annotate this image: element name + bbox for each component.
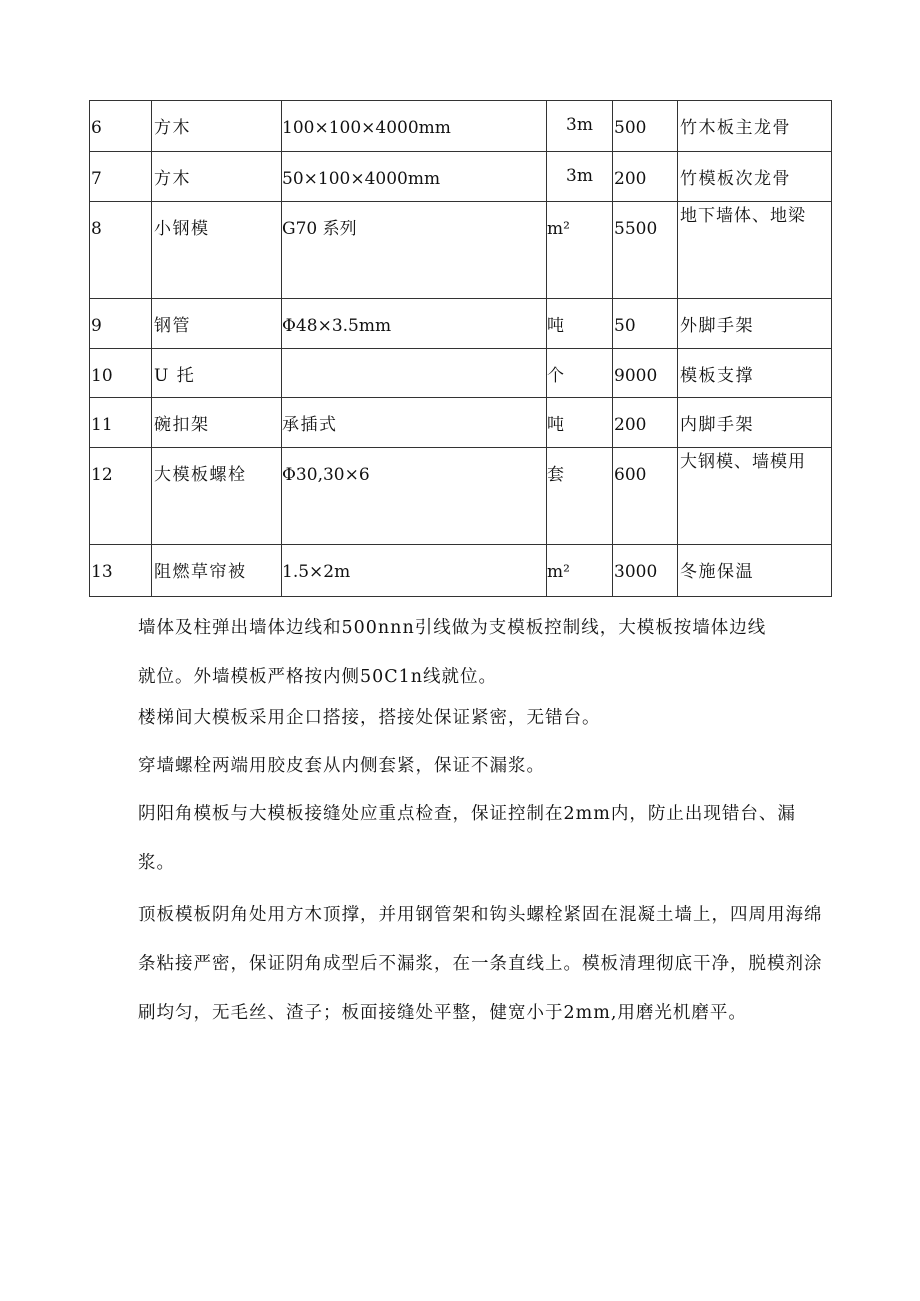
material-usage: 地下墙体、地梁 [680,206,806,226]
material-unit: m² [547,219,570,239]
materials-table [89,100,832,597]
material-unit: 个 [547,366,564,386]
material-name: 方木 [154,169,191,189]
material-name: 大模板螺栓 [154,465,247,485]
material-name: 阻燃草帘被 [154,562,247,582]
material-spec: Φ48×3.5mm [282,316,392,336]
material-usage: 冬施保温 [680,562,754,582]
table-row [90,448,832,545]
material-unit: 3m [566,115,593,135]
table-row [90,299,832,349]
material-unit: m² [547,562,570,582]
paragraph-slab-formwork: 顶板模板阴角处用方木顶撑，并用钢管架和钩头螺栓紧固在混凝土墙上，四周用海绵条粘接严密，保证阴角成型后不漏浆，在一条直线上。模板清理彻底干净，脱模剂涂刷均匀，无毛丝、渣子；板面接缝处平整，健宽小于2mm,用磨光机磨平。 [138,905,823,1023]
material-usage: 竹木板主龙骨 [680,118,791,138]
row-number: 9 [91,316,102,336]
material-spec [282,349,546,366]
table-row [90,545,832,597]
row-number: 10 [91,366,113,386]
material-usage: 内脚手架 [680,415,754,435]
material-quantity: 200 [614,415,647,435]
material-usage: 竹模板次龙骨 [680,169,791,189]
row-number: 8 [91,219,102,239]
material-unit: 吨 [547,316,564,336]
material-usage: 模板支撑 [680,366,754,386]
table-row [90,101,832,152]
table-row [90,202,832,299]
paragraph-corner-forms: 阴阳角模板与大模板接缝处应重点检查，保证控制在2mm内，防止出现错台、漏浆。 [138,804,796,873]
material-quantity: 3000 [614,562,658,582]
material-name: 碗扣架 [154,415,210,435]
material-name: 钢管 [154,316,191,336]
row-number: 11 [91,415,113,435]
material-usage: 大钢模、墙模用 [680,452,806,472]
material-quantity: 500 [614,118,647,138]
material-quantity: 200 [614,169,647,189]
row-number: 7 [91,169,102,189]
material-quantity: 50 [614,316,636,336]
material-quantity: 5500 [614,219,658,239]
material-quantity: 9000 [614,366,658,386]
material-unit: 吨 [547,415,564,435]
material-unit: 套 [547,465,564,485]
row-number: 12 [91,465,113,485]
table-row [90,349,832,398]
material-usage: 外脚手架 [680,316,754,336]
material-spec: Φ30,30×6 [282,465,370,485]
material-unit: 3m [566,166,593,186]
material-spec: 1.5×2m [282,562,351,582]
paragraph-stair-formwork: 楼梯间大模板采用企口搭接，搭接处保证紧密，无错台。 [138,708,601,728]
paragraph-control-lines: 墙体及柱弹出墙体边线和500nnn引线做为支模板控制线，大模板按墙体边线就位。外墙模板严格按内侧50C1n线就位。 [138,618,767,687]
material-spec: 100×100×4000mm [282,118,451,138]
paragraph-wall-bolts: 穿墙螺栓两端用胶皮套从内侧套紧，保证不漏浆。 [138,756,545,776]
row-number: 13 [91,562,113,582]
material-name: 小钢模 [154,219,210,239]
material-name: U 托 [154,366,196,386]
material-quantity: 600 [614,465,647,485]
material-spec: 承插式 [282,415,338,435]
material-spec: G70 系列 [282,219,357,239]
row-number: 6 [91,118,102,138]
material-spec: 50×100×4000mm [282,169,441,189]
material-name: 方木 [154,118,191,138]
